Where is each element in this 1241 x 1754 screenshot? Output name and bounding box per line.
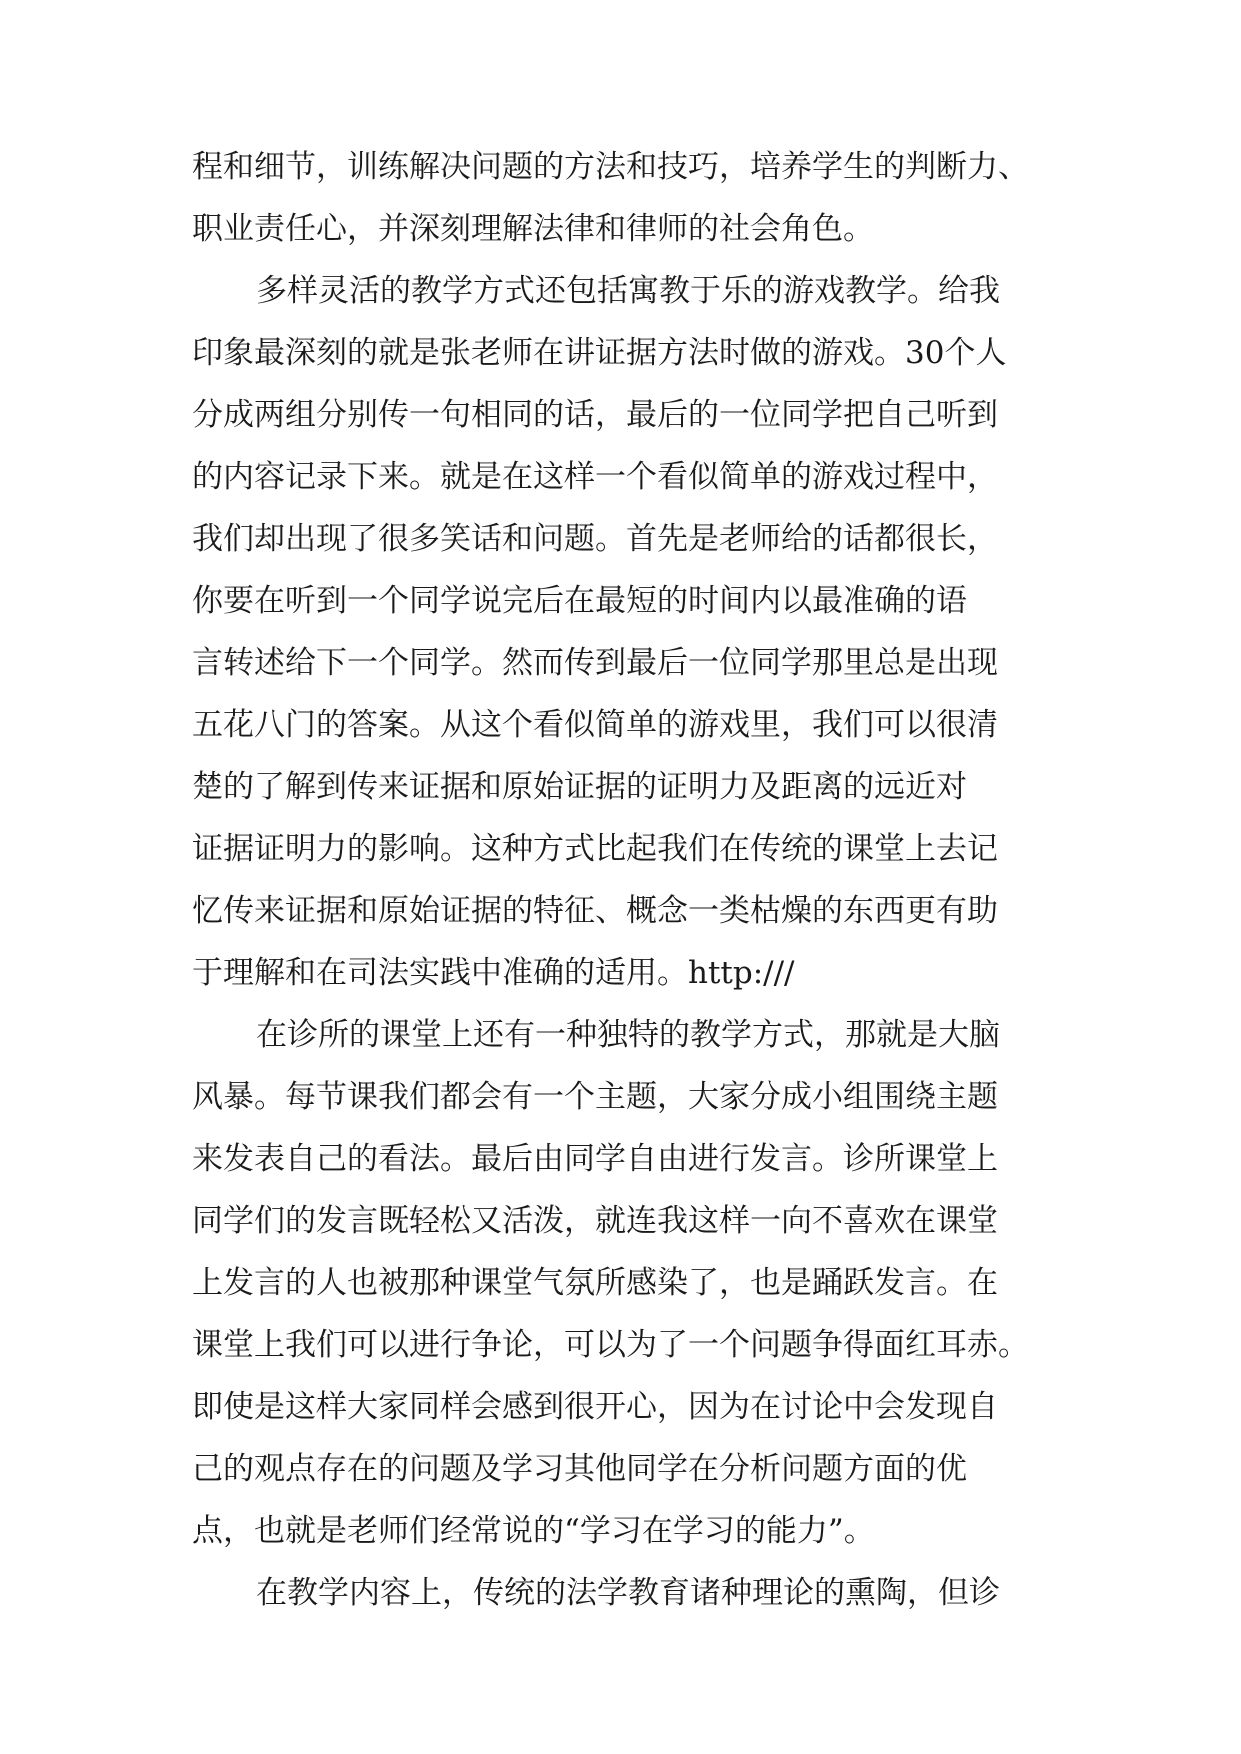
text-line: 楚的了解到传来证据和原始证据的证明力及距离的远近对 xyxy=(192,769,967,805)
text-line: 来发表自己的看法。最后由同学自由进行发言。诊所课堂上 xyxy=(192,1141,998,1177)
text-line: 即使是这样大家同样会感到很开心，因为在讨论中会发现自 xyxy=(192,1389,998,1425)
paragraph-first-line: 在诊所的课堂上还有一种独特的教学方式，那就是大脑 xyxy=(256,1017,1000,1053)
text-line: 忆传来证据和原始证据的特征、概念一类枯燥的东西更有助 xyxy=(192,893,998,929)
text-line: 证据证明力的影响。这种方式比起我们在传统的课堂上去记 xyxy=(192,831,998,867)
text-line: 程和细节，训练解决问题的方法和技巧，培养学生的判断力、 xyxy=(192,149,1029,185)
text-line: 同学们的发言既轻松又活泼，就连我这样一向不喜欢在课堂 xyxy=(192,1203,998,1239)
text-line: 风暴。每节课我们都会有一个主题，大家分成小组围绕主题 xyxy=(192,1079,998,1115)
text-line: 己的观点存在的问题及学习其他同学在分析问题方面的优 xyxy=(192,1451,967,1487)
text-line: 我们却出现了很多笑话和问题。首先是老师给的话都很长， xyxy=(192,521,998,557)
text-line: 上发言的人也被那种课堂气氛所感染了，也是踊跃发言。在 xyxy=(192,1265,998,1301)
text-line: 职业责任心，并深刻理解法律和律师的社会角色。 xyxy=(192,211,874,247)
text-line: 五花八门的答案。从这个看似简单的游戏里，我们可以很清 xyxy=(192,707,998,743)
text-line: 点，也就是老师们经常说的“学习在学习的能力”。 xyxy=(192,1513,875,1549)
text-line: 分成两组分别传一句相同的话，最后的一位同学把自己听到 xyxy=(192,397,998,433)
text-line: 你要在听到一个同学说完后在最短的时间内以最准确的语 xyxy=(192,583,967,619)
text-line: 课堂上我们可以进行争论，可以为了一个问题争得面红耳赤。 xyxy=(192,1327,1029,1363)
paragraph-first-line: 多样灵活的教学方式还包括寓教于乐的游戏教学。给我 xyxy=(256,273,1000,309)
text-line: 印象最深刻的就是张老师在讲证据方法时做的游戏。30个人 xyxy=(192,335,1007,371)
paragraph-first-line: 在教学内容上，传统的法学教育诸种理论的熏陶，但诊 xyxy=(256,1575,1000,1611)
text-line: 于理解和在司法实践中准确的适用。http:/// xyxy=(192,955,795,991)
text-line: 的内容记录下来。就是在这样一个看似简单的游戏过程中， xyxy=(192,459,998,495)
text-line: 言转述给下一个同学。然而传到最后一位同学那里总是出现 xyxy=(192,645,998,681)
